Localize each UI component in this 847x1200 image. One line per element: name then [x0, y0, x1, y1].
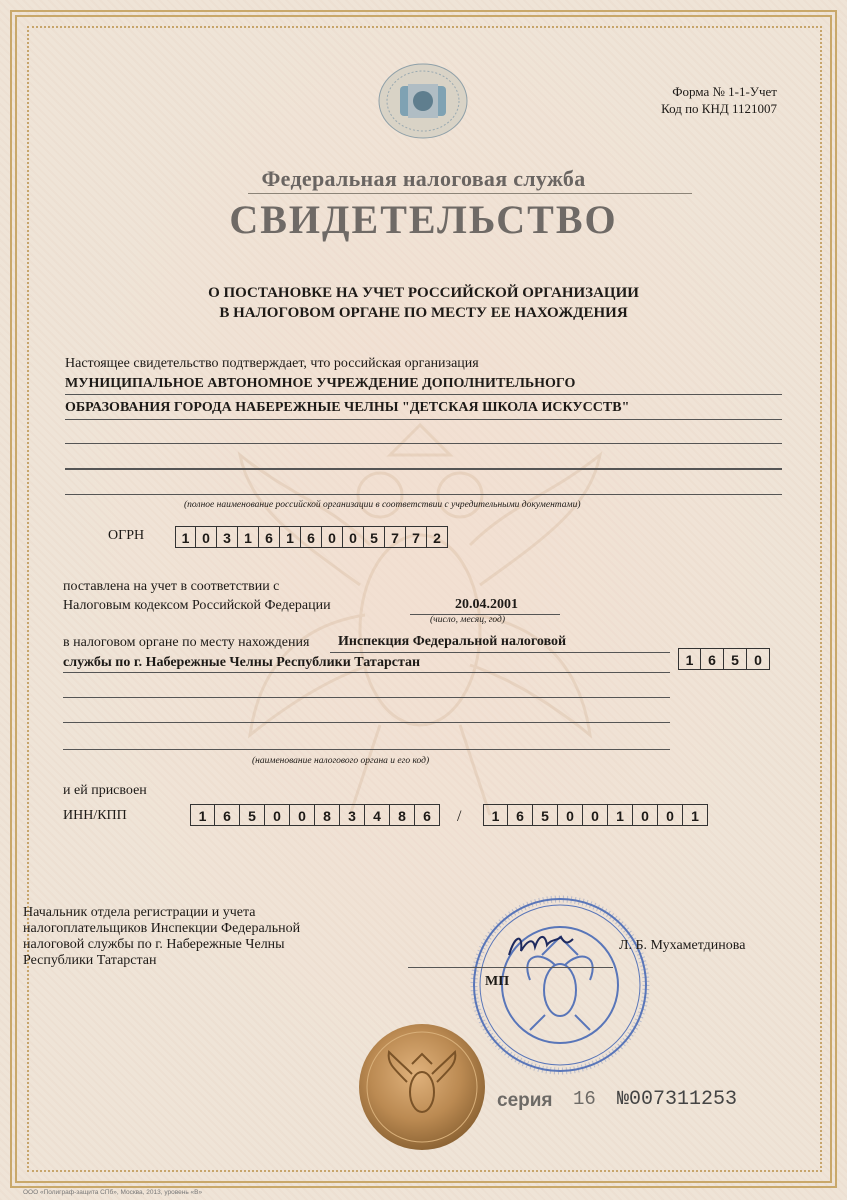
ogrn-digit: 1	[280, 526, 301, 548]
authority-rule-1	[330, 652, 670, 653]
authority-code-cells	[678, 648, 770, 670]
inn-digit: 6	[215, 804, 240, 826]
name-rule-2	[65, 419, 782, 420]
inn-digit: 5	[240, 804, 265, 826]
inn-digit: 4	[365, 804, 390, 826]
ogrn-cells	[175, 526, 448, 548]
inn-kpp-label: ИНН/КПП	[63, 808, 127, 823]
authority-code-digit: 5	[724, 648, 747, 670]
gold-seal-icon	[357, 1022, 487, 1152]
position-line-4: Республики Татарстан	[23, 953, 157, 968]
name-rule-1	[65, 394, 782, 395]
service-name: Федеральная налоговая служба	[261, 166, 586, 191]
form-code-block	[661, 83, 777, 117]
printer-info: ООО «Полиграф-защита СПб», Москва, 2013, уровень «В»	[23, 1189, 203, 1196]
kpp-digit: 6	[508, 804, 533, 826]
position-line-3: налоговой службы по г. Набережные Челны	[23, 937, 285, 952]
authority-code-digit: 6	[701, 648, 724, 670]
position-line-1: Начальник отдела регистрации и учета	[23, 905, 256, 920]
assigned-label: и ей присвоен	[63, 783, 147, 798]
position-line-2: налогоплательщиков Инспекции Федеральной	[23, 921, 301, 936]
page-title: СВИДЕТЕЛЬСТВО	[229, 197, 618, 242]
kpp-digit: 5	[533, 804, 558, 826]
organization-name-caption: (полное наименование российской организации в соответствии с учредительными документами)	[184, 500, 581, 510]
service-name-underline	[248, 193, 692, 194]
background-eagle-icon	[230, 415, 610, 845]
ogrn-digit: 5	[364, 526, 385, 548]
ogrn-digit: 0	[322, 526, 343, 548]
date-caption: (число, месяц, год)	[430, 615, 506, 625]
inn-digit: 0	[290, 804, 315, 826]
registration-date: 20.04.2001	[455, 597, 518, 612]
signatory-name: Л. Б. Мухаметдинова	[619, 938, 746, 953]
inn-digit: 3	[340, 804, 365, 826]
subtitle-line-1: О ПОСТАНОВКЕ НА УЧЕТ РОССИЙСКОЙ ОРГАНИЗАЦИИ	[208, 285, 639, 301]
ogrn-digit: 7	[385, 526, 406, 548]
knd-code: Код по КНД 1121007	[661, 101, 777, 116]
kpp-digit: 1	[608, 804, 633, 826]
kpp-digit: 0	[583, 804, 608, 826]
kpp-digit: 0	[633, 804, 658, 826]
kpp-digit: 1	[483, 804, 508, 826]
hologram-emblem-icon	[378, 62, 468, 140]
form-number: Форма № 1-1-Учет	[672, 84, 777, 99]
ogrn-digit: 0	[196, 526, 217, 548]
certificate-subtitle	[0, 283, 847, 323]
authority-rule-2	[63, 672, 670, 673]
ogrn-digit: 1	[238, 526, 259, 548]
signature-rule	[408, 967, 613, 968]
ogrn-digit: 6	[259, 526, 280, 548]
ogrn-digit: 1	[175, 526, 196, 548]
inn-digit: 0	[265, 804, 290, 826]
registration-line-2: Налоговым кодексом Российской Федерации	[63, 598, 331, 613]
authority-code-digit: 1	[678, 648, 701, 670]
authority-rule-5	[63, 749, 670, 750]
inn-kpp-separator: /	[457, 808, 462, 825]
series-label: серия	[497, 1090, 553, 1111]
kpp-digit: 0	[658, 804, 683, 826]
kpp-digit: 1	[683, 804, 708, 826]
certificate-number: №007311253	[617, 1088, 738, 1111]
kpp-digit: 0	[558, 804, 583, 826]
inn-digit: 8	[390, 804, 415, 826]
signatory-position	[23, 905, 300, 969]
authority-line-2: службы по г. Набережные Челны Республики Татарстан	[63, 655, 421, 670]
authority-code-digit: 0	[747, 648, 770, 670]
ogrn-digit: 6	[301, 526, 322, 548]
ogrn-label: ОГРН	[108, 528, 145, 543]
ogrn-digit: 2	[427, 526, 448, 548]
name-rule-3	[65, 443, 782, 444]
organization-intro: Настоящее свидетельство подтверждает, что российская организация	[65, 356, 479, 371]
subtitle-line-2: В НАЛОГОВОМ ОРГАНЕ ПО МЕСТУ ЕЕ НАХОЖДЕНИЯ	[219, 305, 628, 321]
name-rule-5	[65, 494, 782, 495]
organization-name-line-1: МУНИЦИПАЛЬНОЕ АВТОНОМНОЕ УЧРЕЖДЕНИЕ ДОПОЛНИТЕЛЬНОГО	[65, 376, 576, 391]
inn-digit: 1	[190, 804, 215, 826]
registration-line-1: поставлена на учет в соответствии с	[63, 579, 280, 594]
kpp-cells	[483, 804, 708, 826]
authority-line-1: Инспекция Федеральной налоговой	[338, 634, 567, 649]
authority-caption: (наименование налогового органа и его код)	[252, 756, 430, 766]
signature-icon	[505, 925, 575, 965]
authority-rule-3	[63, 697, 670, 698]
authority-rule-4	[63, 722, 670, 723]
stamp-place-label: МП	[485, 974, 510, 989]
authority-label: в налоговом органе по месту нахождения	[63, 635, 310, 650]
ogrn-digit: 7	[406, 526, 427, 548]
inn-cells	[190, 804, 440, 826]
name-rule-4	[65, 468, 782, 470]
ogrn-digit: 3	[217, 526, 238, 548]
series-number: 16	[573, 1088, 596, 1110]
inn-digit: 8	[315, 804, 340, 826]
inn-digit: 6	[415, 804, 440, 826]
organization-name-line-2: ОБРАЗОВАНИЯ ГОРОДА НАБЕРЕЖНЫЕ ЧЕЛНЫ "ДЕТСКАЯ ШКОЛА ИСКУССТВ"	[65, 400, 630, 415]
ogrn-digit: 0	[343, 526, 364, 548]
